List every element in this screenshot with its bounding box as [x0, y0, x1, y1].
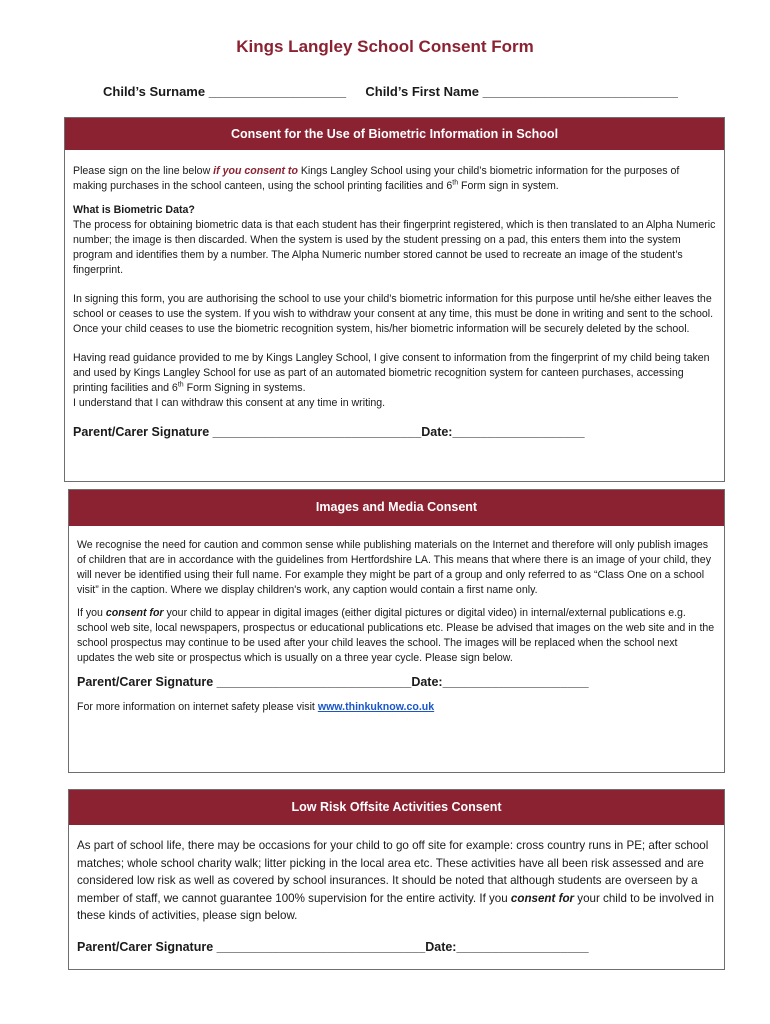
biometric-what-text: The process for obtaining biometric data is that each student has their fingerprint registered, which is then translated to an Alpha Numeric number; the image is then discarded. When the system is used by the student pressing on a pad, this enters them into the system program and identifies them by a number. The Alpha Numeric number stored cannot be used to recreate an image of the student’s fingerprint. — [73, 219, 716, 276]
consent-emphasis: consent for — [510, 891, 575, 905]
offsite-section-header: Low Risk Offsite Activities Consent — [69, 790, 724, 825]
surname-label: Child’s Surname — [103, 84, 206, 99]
biometric-section-header: Consent for the Use of Biometric Information in School — [65, 118, 724, 150]
biometric-withdraw-text: I understand that I can withdraw this consent at any time in writing. — [73, 397, 386, 409]
biometric-signature-row — [73, 425, 716, 440]
media-consent-text: If you consent for your child to appear in digital images (either digital pictures or digital video) in internal/external publications e.g. school web site, local newspapers, prospectus or educational publications etc. Please be advised that images on the web site and in the school prospectus may continue to be used after your child leaves the school. The images will be replaced when the school next updates the web site or prospectus which is usually on a three year cycle. Please sign below. — [77, 607, 715, 664]
date-label: Date: — [421, 425, 453, 439]
date-label: Date: — [425, 939, 457, 954]
child-name-fields — [103, 84, 703, 99]
biometric-what-heading: What is Biometric Data? — [73, 204, 195, 216]
offsite-consent-section — [68, 789, 725, 970]
internet-safety-info: For more information on internet safety please visit www.thinkuknow.co.uk — [77, 701, 435, 713]
first-name-field[interactable]: ___________________________ — [482, 84, 678, 99]
form-title: Kings Langley School Consent Form — [236, 37, 534, 56]
offsite-signature-field[interactable]: ______________________________ — [216, 939, 426, 954]
offsite-signature-row — [77, 939, 716, 957]
thinkuknow-link[interactable]: www.thinkuknow.co.uk — [317, 701, 435, 713]
date-label: Date: — [411, 675, 443, 689]
media-guidelines-text: We recognise the need for caution and common sense while publishing materials on the Internet and therefore will only publish images of children that are in accordance with the guidelines from Hertfordshire LA. This means that where there is an image of your child, they will never be identified using their full name. For example they might be part of a group and only referred to as “Class One on a school visit” in the caption. Where we display children's work, any caption would contain a first name only. — [77, 539, 711, 596]
consent-emphasis: consent for — [105, 607, 164, 619]
media-consent-section — [68, 489, 725, 773]
biometric-date-field[interactable]: ___________________ — [452, 425, 585, 439]
signature-label: Parent/Carer Signature — [77, 675, 214, 689]
signature-label: Parent/Carer Signature — [77, 939, 214, 954]
offsite-text: As part of school life, there may be occasions for your child to go off site for example: cross country runs in PE; after school matches; whole school charity walk; litter picking in the local area etc. These activities have all been risk assessed and are considered low risk as well as covered by school insurances. It should be noted that although students are overseen by a member of staff, we cannot guarantee 100% supervision for the entire activity. If you consent for your child to be involved in these kinds of activities, please sign below. — [77, 839, 714, 922]
surname-field[interactable]: ___________________ — [208, 84, 347, 99]
biometric-authorising-text: In signing this form, you are authorising the school to use your child’s biometric information for this purpose until he/she either leaves the school or ceases to use the system. If you wish to withdraw your consent at any time, this must be done in writing and sent to the school. Once your child ceases to use the biometric recognition system, his/her biometric information will be securely deleted by the school. — [73, 293, 714, 335]
media-date-field[interactable]: _____________________ — [442, 675, 589, 689]
media-section-header: Images and Media Consent — [69, 490, 724, 526]
biometric-intro: Please sign on the line below if you consent to Kings Langley School using your child’s biometric information for the purposes of making purchases in the school canteen, using the school printing facilities and 6th Form sign in system. — [73, 165, 680, 192]
media-signature-field[interactable]: ____________________________ — [216, 675, 412, 689]
signature-label: Parent/Carer Signature — [73, 425, 210, 439]
biometric-consent-section — [64, 117, 725, 482]
biometric-signature-field[interactable]: ______________________________ — [212, 425, 422, 439]
offsite-section-body — [69, 825, 724, 956]
media-signature-row — [77, 675, 716, 690]
biometric-guidance-text: Having read guidance provided to me by Kings Langley School, I give consent to information from the fingerprint of my child being taken and used by Kings Langley School for use as part of an automated biometric recognition system for canteen purchases, accessing printing facilities and 6th Form Signing in systems. — [73, 352, 710, 394]
consent-emphasis: if you consent to — [213, 165, 298, 177]
first-name-label: Child’s First Name — [365, 84, 480, 99]
offsite-date-field[interactable]: ___________________ — [456, 939, 589, 954]
media-section-body — [69, 526, 724, 715]
biometric-section-body — [65, 150, 724, 440]
